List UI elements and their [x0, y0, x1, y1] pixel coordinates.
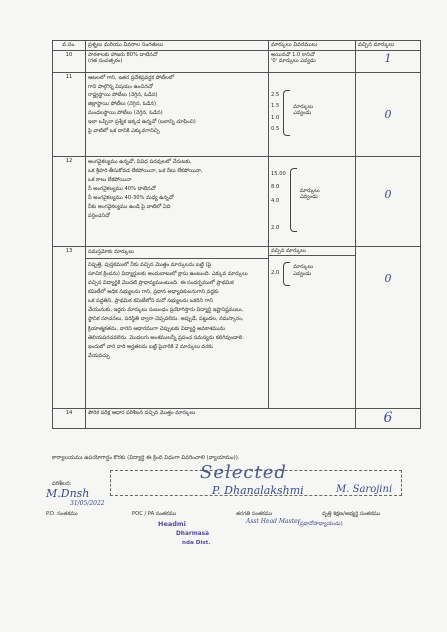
obtained-mark: 0 — [384, 271, 392, 285]
headmaster-stamp-line2: Dharmasa — [176, 531, 210, 537]
obtained-mark: 0 — [384, 187, 392, 201]
pd-signature: M.Dnsh — [46, 487, 90, 500]
row-description: ఆటలలో గాని, ఇతర ప్రదేశప్రవర్ధక పోటీలలో గాని పాల్గొన్న విషయం ఉంచినచో రాష్ట్రస్థాయి పోటీలు (నెగ్గిన, ఓడిన) జిల్లాస్థాయి పోటీలు (నెగ్గిన, ఓడిన) మండలస్థాయి పోటీలు (నెగ్గిన, ఓడిన) ఇలా ఒప్పినా ప్రశ్నేక ఇక్కడ ఉన్నచో (బలాన్ని చూపించి) పై వాటిలో ఒక దానికి ఎక్కువగానిచ్చి — [86, 72, 269, 156]
table-row — [53, 156, 421, 246]
headmaster-stamp-line3: nda Dist. — [182, 540, 211, 546]
row-obtained — [356, 72, 421, 156]
teacher-signature: P. Dhanalakshmi — [212, 484, 304, 497]
row-description: అంగవైకల్యము ఉన్నచో, వివిధ పదవులలో చేరుటకు, ఒక శ్రీహరి తీసుకోవడ లేకపోయినా, ఒక రేటు లేకపోయినా, ఒక కాలు లేకపోయినా నీ అంగవైకల్యము 40% దాటినచో నీ అంగవైకల్యము 40-30% మధ్య ఉన్నచో నీకు అంగవైకల్యము ఉండి పై వాటిలో ఏది వర్తించనిచో — [86, 156, 269, 246]
row-number: 11 — [65, 73, 73, 80]
row-description: సమస్తమోకు మార్కులు నిష్పత్తి, పుస్తకములో నీకు వచ్చిన మొత్తం మార్కులను బట్టి (పై సూచిక క్రిందను) విద్యార్థులకు అందుబాటులో క్లాసు ఉంటుంది. ఎక్కువ మార్కులు వచ్చిన విద్యార్థికి మొదటి ప్రాధాన్యముంటుంది. ఈ సందర్భములో ప్రాథమిక కమిటీలో అధిక సభ్యులను గాని, ప్రధాన అధ్యాపకులనుగాని వద్దకు ఒక పద్ధతిని, ప్రాథమిక కమిటీలోని మరో సభ్యులను ఒకరిని గాని చేయునుకు, ఇద్దరు మార్కులు సంబంధం ప్రయోగిస్తారు విద్యార్థి ఇష్టానిష్టములు, స్థానిక సూచనలు, పరిస్థితి ద్వారా చెప్పవలెను. అప్పుడే, పట్టుదల, నమస్కారం, క్రియాత్మకతను, వారిని ఆధారముగా చెప్పుటకు విద్యార్థి అవకాశమును తెలియపరచవలెను. మొదలగు అంశములన్నీ ప్రపంచ సమస్యను కలిగివుండాలి. ఇందులో వారి వారి అర్హతలను బట్టి పైవారికి 2 మార్కులు వరకు వేయవచ్చు — [86, 246, 269, 408]
brace-icon — [283, 262, 290, 286]
table-header-row — [53, 41, 421, 51]
header-sno: వ.సం. — [53, 41, 86, 51]
headmaster-stamp-line1: Headmi — [158, 520, 186, 528]
row-marks-details: 2.5 1.5 1.0 0.5 మార్కులు ఎవ్వండు — [269, 72, 356, 156]
candidate-note: (ప్రధానోపాధ్యాయుడు) — [298, 521, 343, 527]
candidate-signature: M. Sarojini — [336, 484, 393, 495]
row-obtained — [356, 408, 421, 429]
row-marks-details: 15.00 8.0 4.0 2.0 మార్కులు ఎవ్వండు — [269, 156, 356, 246]
header-marks-details: మార్కులు వివరములు — [269, 41, 356, 51]
row-marks-details: వచ్చిన మార్కులు 2.0 మార్కులు ఎవ్వండు — [269, 246, 356, 408]
teacher-note: Asst Head Master — [246, 518, 301, 525]
candidate-label: వృత్తి శిక్షణ/అభ్యర్థి సంతకము — [322, 511, 381, 517]
pd-date: 31/05/2022 — [70, 500, 105, 507]
marks-table — [52, 40, 421, 429]
pd-label: P.D. సంతకము — [46, 511, 78, 517]
office-use-note: కార్యాలయము ఉపయోగార్థం కొరకు (విద్యార్థి ఈ క్రింది విధంగా వివరించాలి (వ్యాయామం)). — [52, 455, 240, 461]
row-number: 14 — [65, 409, 73, 416]
obtained-mark: 0 — [384, 107, 392, 121]
table-row — [53, 72, 421, 156]
obtained-total: 6 — [383, 409, 393, 426]
observation-label: పరిశీలన: — [52, 481, 72, 487]
row-description: పాఠశాలకు హాజరు 80% దాటినచో (గత సంవత్సరం) — [86, 50, 269, 72]
row-obtained — [356, 50, 421, 72]
header-obtained: వచ్చిన మార్కులు — [356, 41, 421, 51]
row-number: 12 — [65, 157, 73, 164]
row-number: 13 — [65, 247, 73, 254]
table-row — [53, 246, 421, 408]
table-row — [53, 50, 421, 72]
row-obtained — [356, 246, 421, 408]
teacher-label: తరగతి సంతకము — [236, 511, 273, 517]
row-number: 10 — [65, 51, 73, 58]
row-description: పౌరిక పరీక్ష ఆధార పరిశీలన వచ్చిన మొత్తం మార్కులు — [86, 408, 356, 429]
obtained-mark: 1 — [384, 51, 392, 65]
row-obtained — [356, 156, 421, 246]
table-row — [53, 408, 421, 429]
observation-handwritten: Selected — [200, 462, 287, 483]
poc-label: POC / PA సంతకము — [132, 511, 177, 517]
row-marks-details: అయినచో 1.0 కానిచో '0' మార్కులు ఎవ్వడు — [269, 50, 356, 72]
header-questions: ప్రశ్నలు మరియు వివరాల సంగతులు — [86, 41, 269, 51]
brace-icon — [290, 168, 297, 232]
brace-icon — [283, 90, 290, 136]
